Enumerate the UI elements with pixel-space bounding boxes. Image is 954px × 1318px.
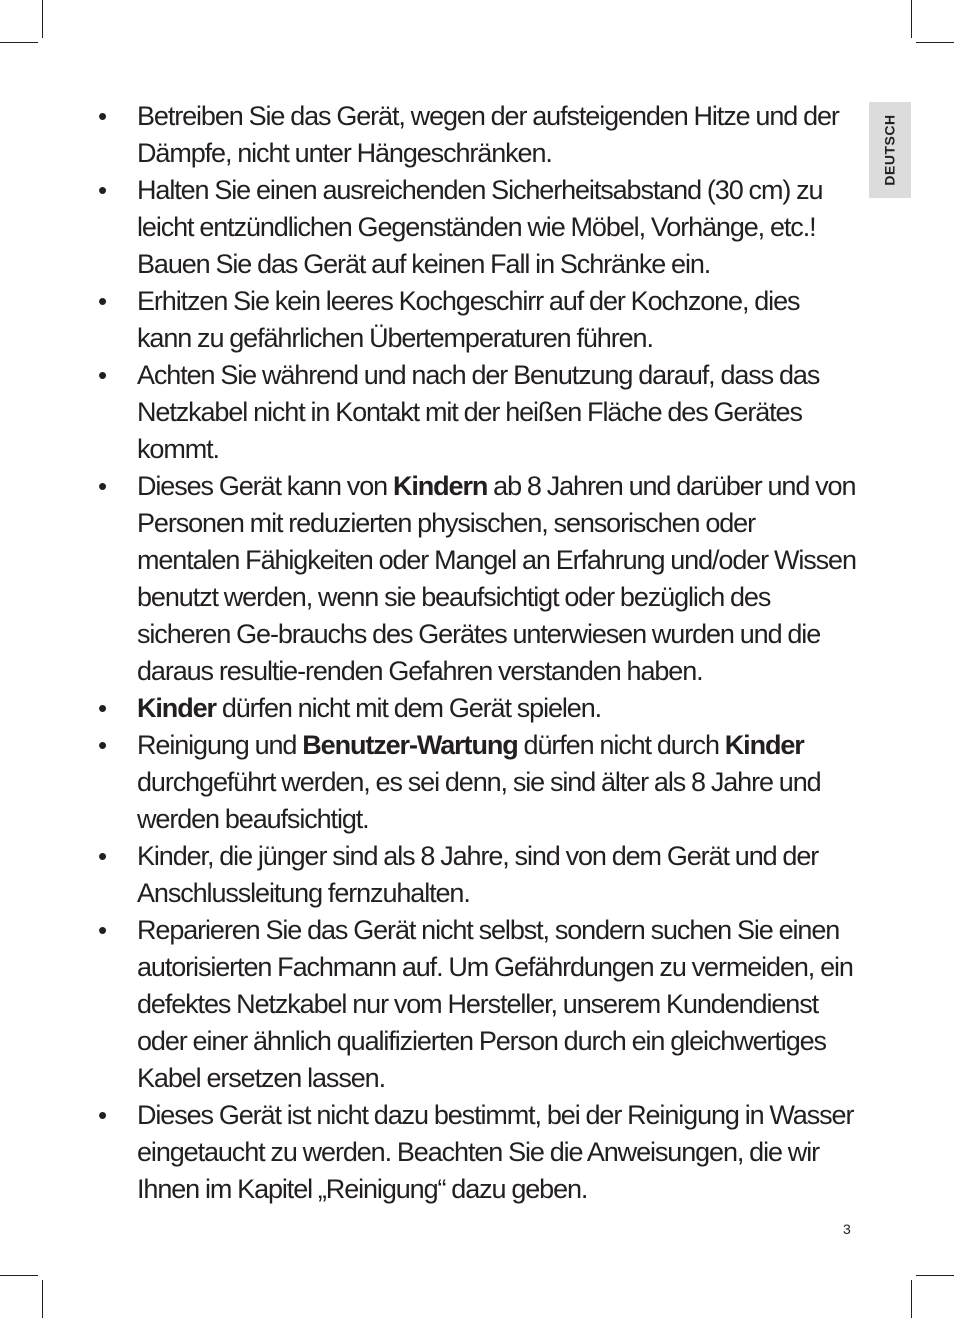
language-tab bbox=[869, 102, 911, 198]
page-number: 3 bbox=[843, 1221, 851, 1237]
list-item bbox=[98, 1097, 856, 1208]
crop-mark bbox=[916, 1275, 954, 1276]
emphasis-text: Kinder bbox=[137, 693, 216, 723]
list-item bbox=[98, 690, 856, 727]
crop-mark bbox=[42, 0, 43, 38]
bullet-icon: • bbox=[98, 841, 107, 871]
body-text: Erhitzen Sie kein leeres Kochgeschirr auf der Kochzone, dies kann zu gefährlichen Übertemperaturen führen. bbox=[137, 286, 800, 353]
bullet-icon: • bbox=[98, 101, 107, 131]
body-text: ab 8 Jahren und darüber und von Personen mit reduzierten physischen, sensorischen oder mentalen Fähigkeiten oder Mangel an Erfahrung und/oder Wissen benutzt werden, wenn sie beaufsichtigt oder bezüglich des sicheren Ge-brauchs des Gerätes unterwiesen wurden und die daraus resultie-renden Gefahren verstanden haben. bbox=[137, 471, 856, 686]
list-item-text bbox=[137, 101, 839, 168]
body-text: Halten Sie einen ausreichenden Sicherheitsabstand (30 cm) zu leicht entzündlichen Gegenständen wie Möbel, Vorhänge, etc.! Bauen Sie das Gerät auf keinen Fall in Schränke ein. bbox=[137, 175, 823, 279]
crop-mark bbox=[0, 42, 38, 43]
list-item bbox=[98, 912, 856, 1097]
list-item bbox=[98, 727, 856, 838]
list-item bbox=[98, 357, 856, 468]
body-text: Dieses Gerät ist nicht dazu bestimmt, bei der Reinigung in Wasser eingetaucht zu werden. Beachten Sie die Anweisungen, die wir Ihnen im Kapitel „Reinigung“ dazu geben. bbox=[137, 1100, 854, 1204]
list-item bbox=[98, 468, 856, 690]
list-item bbox=[98, 172, 856, 283]
list-item bbox=[98, 838, 856, 912]
list-item-text bbox=[137, 471, 856, 686]
bullet-icon: • bbox=[98, 471, 107, 501]
body-text: Reparieren Sie das Gerät nicht selbst, sondern suchen Sie einen autorisierten Fachmann auf. Um Gefährdungen zu vermeiden, ein defektes Netzkabel nur vom Hersteller, unserem Kundendienst oder einer ähnlich qualifizierten Person durch ein gleichwertiges Kabel ersetzen lassen. bbox=[137, 915, 853, 1093]
crop-mark bbox=[911, 1280, 912, 1318]
crop-mark bbox=[916, 42, 954, 43]
crop-mark bbox=[0, 1275, 38, 1276]
safety-instructions-list bbox=[98, 98, 856, 1208]
emphasis-text: Benutzer-Wartung bbox=[302, 730, 518, 760]
list-item-text bbox=[137, 360, 819, 464]
body-text: Kinder, die jünger sind als 8 Jahre, sind von dem Gerät und der Anschlussleitung fernzuhalten. bbox=[137, 841, 819, 908]
crop-mark bbox=[911, 0, 912, 38]
bullet-icon: • bbox=[98, 360, 107, 390]
emphasis-text: Kinder bbox=[724, 730, 804, 760]
list-item bbox=[98, 283, 856, 357]
body-text: Betreiben Sie das Gerät, wegen der aufsteigenden Hitze und der Dämpfe, nicht unter Hängeschränken. bbox=[137, 101, 839, 168]
body-text: dürfen nicht mit dem Gerät spielen. bbox=[215, 693, 602, 723]
body-text: dürfen nicht durch bbox=[517, 730, 725, 760]
list-item-text bbox=[137, 915, 853, 1093]
body-text: durchgeführt werden, es sei denn, sie sind älter als 8 Jahre und werden beaufsichtigt. bbox=[137, 767, 821, 834]
body-text: Achten Sie während und nach der Benutzung darauf, dass das Netzkabel nicht in Kontakt mit der heißen Fläche des Gerätes kommt. bbox=[137, 360, 820, 464]
list-item-text bbox=[137, 175, 822, 279]
list-item-text bbox=[137, 286, 799, 353]
bullet-icon: • bbox=[98, 915, 107, 945]
crop-mark bbox=[42, 1280, 43, 1318]
list-item-text bbox=[137, 841, 818, 908]
bullet-icon: • bbox=[98, 730, 107, 760]
bullet-icon: • bbox=[98, 175, 107, 205]
list-item-text bbox=[137, 730, 821, 834]
emphasis-text: Kindern bbox=[392, 471, 488, 501]
body-text: Reinigung und bbox=[137, 730, 303, 760]
bullet-icon: • bbox=[98, 286, 107, 316]
bullet-icon: • bbox=[98, 693, 107, 723]
list-item-text bbox=[137, 1100, 853, 1204]
bullet-icon: • bbox=[98, 1100, 107, 1130]
list-item bbox=[98, 98, 856, 172]
language-tab-label: DEUTSCH bbox=[882, 114, 899, 186]
list-item-text bbox=[137, 693, 601, 723]
body-text: Dieses Gerät kann von bbox=[137, 471, 393, 501]
